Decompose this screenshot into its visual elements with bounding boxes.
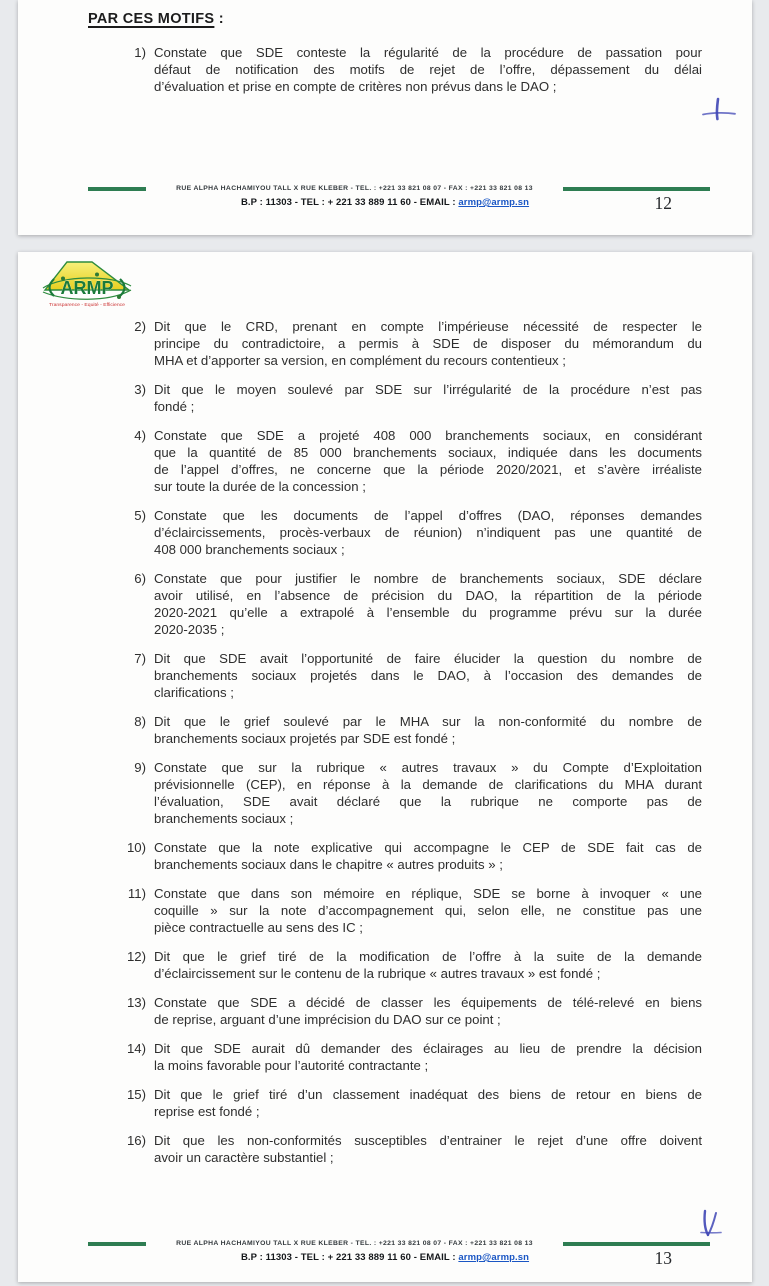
motif-number: 16) xyxy=(126,1133,146,1148)
motif-text: Constate que SDE a projeté 408 000 branchements sociaux, en considérant que la quantité de 85 000 branchements sociaux, indiquée dans les documents de l’appel d’offres, ne concerne que la période 2020/2021, et s’avère irréaliste sur toute la durée de la concession ; xyxy=(154,428,702,494)
motif-number: 3) xyxy=(134,382,146,397)
motif-text: Dit que le grief tiré d’un classement inadéquat des biens de retour en biens de reprise est fondé ; xyxy=(154,1087,702,1119)
motif-item-11 xyxy=(122,885,702,936)
footer-contact: B.P : 11303 - TEL : + 221 33 889 11 60 - EMAIL : xyxy=(240,1252,459,1263)
page-footer xyxy=(18,183,752,231)
motif-number: 4) xyxy=(134,428,146,443)
footer-rule-right xyxy=(563,1242,710,1246)
logo-tagline: Transparence - Equité - Efficience xyxy=(49,302,126,307)
armp-logo xyxy=(40,257,134,317)
footer-rule-left xyxy=(88,187,146,191)
motif-text: Constate que SDE conteste la régularité de la procédure de passation pour défaut de notification des motifs de rejet de l’offre, dépassement du délai d’évaluation et prise en compte de critères non prévus dans le DAO ; xyxy=(154,45,702,94)
motif-item-5 xyxy=(122,507,702,558)
motif-item-8 xyxy=(122,713,702,747)
motif-number: 13) xyxy=(126,995,146,1010)
motif-text: Dit que le grief soulevé par le MHA sur la non-conformité du nombre de branchements sociaux projetés par SDE est fondé ; xyxy=(154,714,702,746)
motif-item-2 xyxy=(122,318,702,369)
motif-number: 12) xyxy=(126,949,146,964)
motif-text: Constate que les documents de l’appel d’offres (DAO, réponses demandes d’éclaircissements, procès-verbaux de réunion) n’indiquent pas une quantité de 408 000 branchements sociaux ; xyxy=(154,508,702,557)
footer-address: RUE ALPHA HACHAMIYOU TALL X RUE KLÉBER - TÉL. : +221 33 821 08 07 - FAX : +221 33 821 08 13 xyxy=(176,185,533,192)
motif-text: Dit que le CRD, prenant en compte l’impérieuse nécessité de respecter le principe du contradictoire, a permis à SDE de disposer du mémorandum du MHA et d’apporter sa version, en complément du recours contentieux ; xyxy=(154,319,702,368)
motif-number: 15) xyxy=(126,1087,146,1102)
footer-rule-right xyxy=(563,187,710,191)
motif-item-14 xyxy=(122,1040,702,1074)
motif-number: 9) xyxy=(134,760,146,775)
heading-text: PAR CES MOTIFS xyxy=(88,11,215,27)
motif-list-page12 xyxy=(122,44,702,107)
footer-contact-row xyxy=(18,1252,752,1263)
motif-item-12 xyxy=(122,948,702,982)
motif-number: 7) xyxy=(134,651,146,666)
motif-item-9 xyxy=(122,759,702,827)
page-footer xyxy=(18,1238,752,1286)
motif-text: Dit que le grief tiré de la modification de l’offre à la suite de la demande d’éclaircissement sur le contenu de la rubrique « autres travaux » est fondé ; xyxy=(154,949,702,981)
motif-number: 1) xyxy=(134,45,146,60)
footer-email-link[interactable]: armp@armp.sn xyxy=(458,197,530,208)
footer-address: RUE ALPHA HACHAMIYOU TALL X RUE KLÉBER - TÉL. : +221 33 821 08 07 - FAX : +221 33 821 08 13 xyxy=(176,1240,533,1247)
page-number: 13 xyxy=(654,1248,672,1268)
motif-text: Constate que dans son mémoire en réplique, SDE se borne à invoquer « une coquille » sur la note d’accompagnement qui, selon elle, ne constitue pas une pièce contractuelle au sens des IC ; xyxy=(154,886,702,935)
motif-item-6 xyxy=(122,570,702,638)
motif-item-13 xyxy=(122,994,702,1028)
document-page-13 xyxy=(18,252,752,1282)
motif-item-3 xyxy=(122,381,702,415)
motif-number: 5) xyxy=(134,508,146,523)
motif-number: 6) xyxy=(134,571,146,586)
motif-number: 8) xyxy=(134,714,146,729)
motif-number: 11) xyxy=(127,886,146,901)
footer-address-row xyxy=(88,185,710,192)
motif-number: 14) xyxy=(126,1041,146,1056)
motif-number: 2) xyxy=(134,319,146,334)
footer-email-link[interactable]: armp@armp.sn xyxy=(458,1252,530,1263)
motif-text: Constate que pour justifier le nombre de branchements sociaux, SDE déclare avoir utilisé, en l’absence de précision du DAO, la répartition de la période 2020-2021 qu’elle a extrapolé à l’ensemble du programme prévu sur la durée 2020-2035 ; xyxy=(154,571,702,637)
page-number: 12 xyxy=(654,193,672,213)
motif-text: Dit que SDE avait l’opportunité de faire élucider la question du nombre de branchements sociaux projetés dans le DAO, à l’occasion des demandes de clarifications ; xyxy=(154,651,702,700)
motif-item-4 xyxy=(122,427,702,495)
document-page-12 xyxy=(18,0,752,235)
motif-number: 10) xyxy=(126,840,146,855)
motif-text: Constate que la note explicative qui accompagne le CEP de SDE fait cas de branchements sociaux dans le chapitre « autres produits » ; xyxy=(154,840,702,872)
footer-contact-row xyxy=(18,197,752,208)
motif-item-15 xyxy=(122,1086,702,1120)
section-heading xyxy=(88,11,224,27)
motif-text: Dit que le moyen soulevé par SDE sur l’irrégularité de la procédure n’est pas fondé ; xyxy=(154,382,702,414)
footer-rule-left xyxy=(88,1242,146,1246)
motif-item-16 xyxy=(122,1132,702,1166)
footer-contact: B.P : 11303 - TEL : + 221 33 889 11 60 - EMAIL : xyxy=(240,197,459,208)
logo-wordmark: ARMP xyxy=(60,278,114,298)
motif-text: Constate que sur la rubrique « autres travaux » du Compte d’Exploitation prévisionnelle (CEP), en réponse à la demande de clarifications du MHA durant l’évaluation, SDE avait déclaré que la rubrique ne comporte pas de branchements sociaux ; xyxy=(154,760,702,826)
blue-ink-paraph-icon xyxy=(701,96,737,124)
motif-item-10 xyxy=(122,839,702,873)
motif-item-7 xyxy=(122,650,702,701)
footer-address-row xyxy=(88,1240,710,1247)
heading-colon: : xyxy=(214,11,224,27)
motif-list-page13 xyxy=(122,318,702,1178)
motif-item-1 xyxy=(122,44,702,95)
blue-ink-paraph-icon xyxy=(696,1208,724,1242)
motif-text: Dit que SDE aurait dû demander des éclairages au lieu de prendre la décision la moins favorable pour l’autorité contractante ; xyxy=(154,1041,702,1073)
motif-text: Constate que SDE a décidé de classer les équipements de télé-relevé en biens de reprise, arguant d’une imprécision du DAO sur ce point ; xyxy=(154,995,702,1027)
motif-text: Dit que les non-conformités susceptibles d’entrainer le rejet d’une offre doivent avoir un caractère substantiel ; xyxy=(154,1133,702,1165)
